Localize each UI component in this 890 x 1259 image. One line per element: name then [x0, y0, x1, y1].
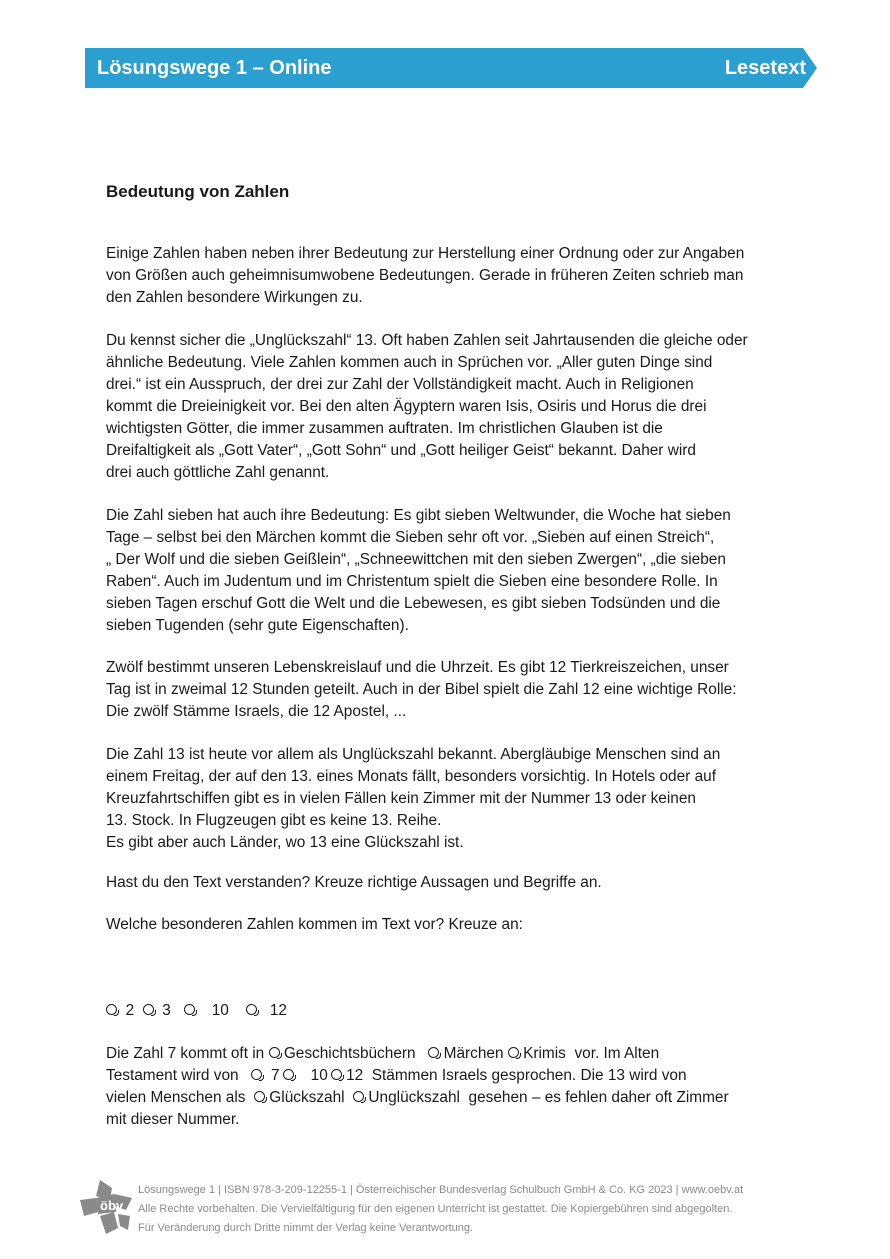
header-title: Lösungswege 1 – Online — [97, 57, 332, 79]
checkbox-10-tribes[interactable] — [283, 1069, 294, 1080]
option-label: 3 — [162, 1002, 171, 1019]
checkbox-10[interactable] — [184, 1004, 195, 1015]
page-title: Bedeutung von Zahlen — [106, 182, 290, 201]
q2-text: vielen Menschen als — [106, 1089, 246, 1106]
text-line: sieben Tugenden (sehr gute Eigenschaften). — [106, 617, 409, 634]
text-line: „ Der Wolf und die sieben Geißlein“, „Schneewittchen mit den sieben Zwergen“, „die sieben — [106, 551, 726, 568]
checkbox-3[interactable] — [143, 1004, 154, 1015]
text-line — [106, 1065, 796, 1087]
option-label: Geschichtsbüchern — [283, 1045, 416, 1062]
footer-line: Lösungswege 1 | ISBN 978-3-209-12255-1 | Österreichischer Bundesverlag Schulbuch GmbH & Co. KG 2023 | www.oebv.at — [138, 1184, 744, 1196]
paragraph-1 — [106, 243, 796, 309]
option-label: 12 — [346, 1067, 364, 1084]
footer-line: Alle Rechte vorbehalten. Die Vervielfältigung für den eigenen Unterricht ist gestattet. Die Kopiergebühren sind abgegolten. — [138, 1203, 733, 1215]
text-line: Du kennst sicher die „Unglückszahl“ 13. Oft haben Zahlen seit Jahrtausenden die gleiche oder — [106, 332, 748, 349]
question-1: Welche besonderen Zahlen kommen im Text vor? Kreuze an: — [106, 916, 523, 933]
text-line: Die Zahl 13 ist heute vor allem als Unglückszahl bekannt. Abergläubige Menschen sind an — [106, 746, 721, 763]
paragraph-2 — [106, 330, 796, 484]
text-line: Die Zahl sieben hat auch ihre Bedeutung: Es gibt sieben Weltwunder, die Woche hat sieben — [106, 507, 731, 524]
task-intro: Hast du den Text verstanden? Kreuze richtige Aussagen und Begriffe an. — [106, 874, 602, 891]
checkbox-glueckszahl[interactable] — [254, 1091, 265, 1102]
text-line: ähnliche Bedeutung. Viele Zahlen kommen auch in Sprüchen vor. „Aller guten Dinge sind — [106, 354, 713, 371]
text-line: mit dieser Nummer. — [106, 1111, 240, 1128]
text-line: Raben“. Auch im Judentum und im Christentum spielt die Sieben eine besondere Rolle. In — [106, 573, 718, 590]
text-line: Tag ist in zweimal 12 Stunden geteilt. Auch in der Bibel spielt die Zahl 12 eine wichtige Rolle: — [106, 681, 737, 698]
option-label: 10 — [310, 1067, 328, 1084]
text-line — [106, 1087, 796, 1109]
text-line — [106, 1043, 796, 1065]
header-label: Lesetext — [724, 57, 806, 79]
q2-text: gesehen – es fehlen daher oft Zimmer — [468, 1089, 729, 1106]
checkbox-geschichtsbuechern[interactable] — [269, 1047, 280, 1058]
text-line: kommt die Dreieinigkeit vor. Bei den alten Ägyptern waren Isis, Osiris und Horus die drei — [106, 398, 707, 415]
text-line: sieben Tagen erschuf Gott die Welt und die Lebewesen, es gibt sieben Todsünden und die — [106, 595, 721, 612]
checkbox-unglueckszahl[interactable] — [353, 1091, 364, 1102]
q2-text: Testament wird von — [106, 1067, 239, 1084]
footer — [138, 1181, 743, 1238]
text-line: Zwölf bestimmt unseren Lebenskreislauf und die Uhrzeit. Es gibt 12 Tierkreiszeichen, unser — [106, 659, 729, 676]
option-label: 10 — [211, 1002, 229, 1019]
logo-text: öbv — [100, 1198, 124, 1213]
text-line: den Zahlen besondere Wirkungen zu. — [106, 289, 363, 306]
q2-text: vor. Im Alten — [574, 1045, 660, 1062]
checkbox-krimis[interactable] — [508, 1047, 519, 1058]
option-label: 2 — [125, 1002, 135, 1019]
option-label: Unglückszahl — [368, 1089, 460, 1106]
question-2 — [106, 1043, 796, 1131]
paragraph-4 — [106, 657, 796, 723]
paragraph-5 — [106, 744, 796, 854]
option-label: 7 — [270, 1067, 280, 1084]
oebv-logo — [80, 1180, 132, 1234]
option-label: Glückszahl — [269, 1089, 345, 1106]
text-line: Die zwölf Stämme Israels, die 12 Apostel, ... — [106, 703, 407, 720]
checkbox-7[interactable] — [251, 1069, 262, 1080]
number-options — [106, 1000, 796, 1022]
text-line: drei.“ ist ein Ausspruch, der drei zur Zahl der Vollständigkeit macht. Auch in Religionen — [106, 376, 694, 393]
option-label: 12 — [269, 1002, 287, 1019]
checkbox-12[interactable] — [246, 1004, 257, 1015]
text-line: wichtigsten Götter, die immer zusammen auftraten. Im christlichen Glauben ist die — [106, 420, 663, 437]
text-line: 13. Stock. In Flugzeugen gibt es keine 13. Reihe. — [106, 812, 442, 829]
text-line: von Größen auch geheimnisumwobene Bedeutungen. Gerade in früheren Zeiten schrieb man — [106, 267, 744, 284]
q2-text: Stämmen Israels gesprochen. Die 13 wird von — [371, 1067, 687, 1084]
footer-line: Für Veränderung durch Dritte nimmt der Verlag keine Verantwortung. — [138, 1222, 474, 1234]
text-line: drei auch göttliche Zahl genannt. — [106, 464, 330, 481]
text-line: Es gibt aber auch Länder, wo 13 eine Glückszahl ist. — [106, 834, 464, 851]
checkbox-2[interactable] — [106, 1004, 117, 1015]
text-line: Tage – selbst bei den Märchen kommt die Sieben sehr oft vor. „Sieben auf einen Streich“, — [106, 529, 715, 546]
text-line: einem Freitag, der auf den 13. eines Monats fällt, besonders vorsichtig. In Hotels oder auf — [106, 768, 716, 785]
text-line: Einige Zahlen haben neben ihrer Bedeutung zur Herstellung einer Ordnung oder zur Angaben — [106, 245, 745, 262]
checkbox-maerchen[interactable] — [428, 1047, 439, 1058]
option-label: Märchen — [443, 1045, 504, 1062]
paragraph-3 — [106, 505, 796, 637]
text-line: Kreuzfahrtschiffen gibt es in vielen Fällen kein Zimmer mit der Nummer 13 oder keinen — [106, 790, 696, 807]
checkbox-12-tribes[interactable] — [331, 1069, 342, 1080]
q2-prefix: Die Zahl 7 kommt oft in — [106, 1045, 265, 1062]
text-line: Dreifaltigkeit als „Gott Vater“, „Gott Sohn“ und „Gott heiliger Geist“ bekannt. Daher wird — [106, 442, 696, 459]
option-label: Krimis — [523, 1045, 566, 1062]
